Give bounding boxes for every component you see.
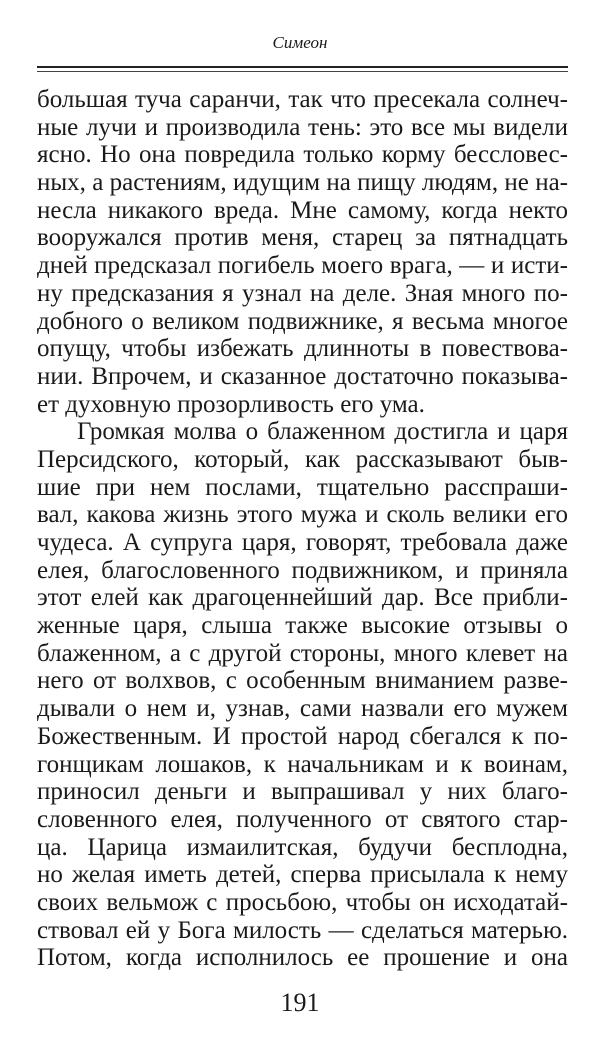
text-line: блаженном, а с другой стороны, много клевет на (37, 639, 568, 667)
text-line: большая туча саранчи, так что пресекала солнеч- (37, 86, 568, 113)
text-line: дней предсказал погибель моего врага, — и исти- (37, 252, 568, 280)
text-line: ну предсказания я узнал на деле. Зная много по- (37, 279, 568, 307)
text-line: ные лучи и производила тень: это все мы видели (37, 113, 568, 141)
text-line: своих вельмож с просьбою, чтобы он исходатай- (37, 888, 568, 916)
running-head-title: Симеон (272, 33, 328, 52)
text-line: ясно. Но она повредила только корму бессловес- (37, 141, 568, 169)
text-line: него от волхвов, с особенным вниманием разве- (37, 667, 568, 695)
text-line: несла никакого вреда. Мне самому, когда некто (37, 196, 568, 224)
text-line: шие при нем послами, тщательно расспраши- (37, 473, 568, 501)
text-line: приносил деньги и выпрашивал у них благо- (37, 778, 568, 806)
text-line: Потом, когда исполнилось ее прошение и она (37, 944, 568, 972)
body-text (37, 86, 568, 972)
page-number: 191 (280, 988, 320, 1017)
text-line: гонщикам лошаков, к начальникам и к воинам, (37, 750, 568, 778)
text-line: ца. Царица измаилитская, будучи бесплодна, (37, 833, 568, 861)
text-line: добного о великом подвижнике, я весьма многое (37, 307, 568, 335)
text-line: елея, благословенного подвижником, и приняла (37, 556, 568, 584)
text-line: чудеса. А супруга царя, говорят, требовала даже (37, 529, 568, 556)
text-line: женные царя, слыша также высокие отзывы о (37, 612, 568, 640)
text-line: вал, какова жизнь этого мужа и сколь велики его (37, 501, 568, 529)
text-line: ных, а растениям, идущим на пищу людям, не на- (37, 169, 568, 197)
text-line: вооружался против меня, старец за пятнадцать (37, 224, 568, 252)
text-line: Божественным. И простой народ сбегался к по- (37, 722, 568, 750)
text-line: нии. Впрочем, и сказанное достаточно показыва- (37, 362, 568, 390)
text-line: опущу, чтобы избежать длинноты в повествова- (37, 335, 568, 363)
header-rule-thin (37, 71, 568, 72)
text-line: словенного елея, полученного от святого стар- (37, 805, 568, 833)
text-line: Персидского, который, как рассказывают быв- (37, 445, 568, 473)
text-line: Громкая молва о блаженном достигла и царя (77, 418, 568, 446)
text-line: но желая иметь детей, сперва присылала к нему (37, 861, 568, 889)
text-line: ет духовную прозорливость его ума. (37, 390, 425, 418)
text-line: дывали о нем и, узнав, сами назвали его мужем (37, 695, 568, 723)
header-rule-thick (37, 66, 568, 68)
text-line: этот елей как драгоценнейший дар. Все прибли- (37, 584, 568, 612)
text-line: ствовал ей у Бога милость — сделаться матерью. (37, 916, 568, 944)
